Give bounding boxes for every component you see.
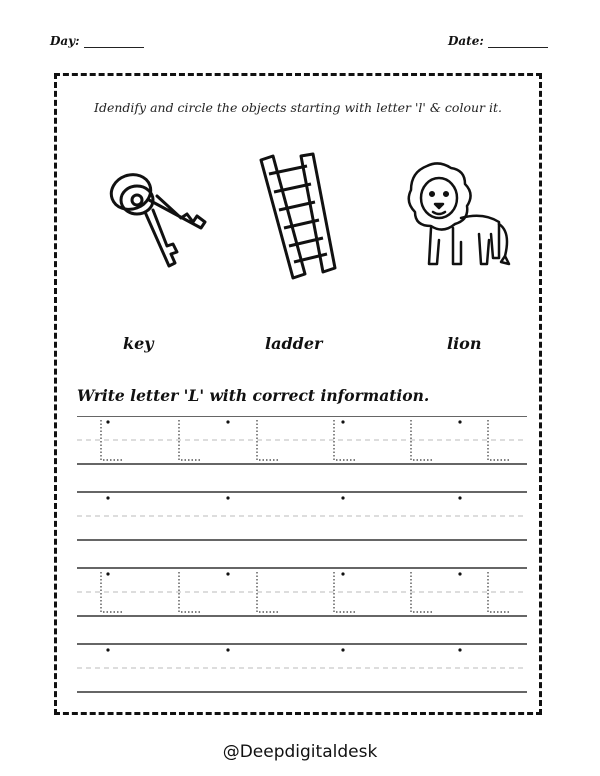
- day-field: [50, 34, 144, 48]
- label-key: key: [123, 334, 154, 353]
- start-dot: [226, 496, 229, 499]
- start-dot: [106, 572, 109, 575]
- start-dot: [226, 572, 229, 575]
- start-dot: [106, 648, 109, 651]
- start-dot: [226, 420, 229, 423]
- day-label: Day:: [50, 34, 80, 48]
- ladder-icon: [255, 152, 339, 280]
- start-dot: [341, 420, 344, 423]
- instruction-text: Idendify and circle the objects starting with letter 'l' & colour it.: [94, 100, 502, 115]
- start-dot: [106, 420, 109, 423]
- label-ladder: ladder: [265, 334, 323, 353]
- day-line: [84, 46, 144, 48]
- start-dot: [458, 648, 461, 651]
- start-dot: [106, 496, 109, 499]
- guide-rows: [77, 416, 527, 692]
- worksheet-frame: [54, 73, 542, 715]
- writing-title: Write letter 'L' with correct information.: [77, 386, 430, 405]
- label-lion: lion: [447, 334, 482, 353]
- footer-handle: @Deepdigitaldesk: [222, 742, 378, 762]
- trace-letter-l: [334, 420, 356, 460]
- start-dot: [341, 496, 344, 499]
- key-icon: [97, 166, 217, 286]
- date-label: Date:: [448, 34, 484, 48]
- lion-icon: [387, 160, 517, 280]
- start-dot: [458, 496, 461, 499]
- trace-letter-l: [334, 572, 356, 612]
- writing-guides: [77, 416, 527, 706]
- start-dot: [341, 572, 344, 575]
- date-field: [448, 34, 548, 48]
- start-dot: [458, 420, 461, 423]
- date-line: [488, 46, 548, 48]
- start-dot: [226, 648, 229, 651]
- start-dot: [458, 572, 461, 575]
- start-dot: [341, 648, 344, 651]
